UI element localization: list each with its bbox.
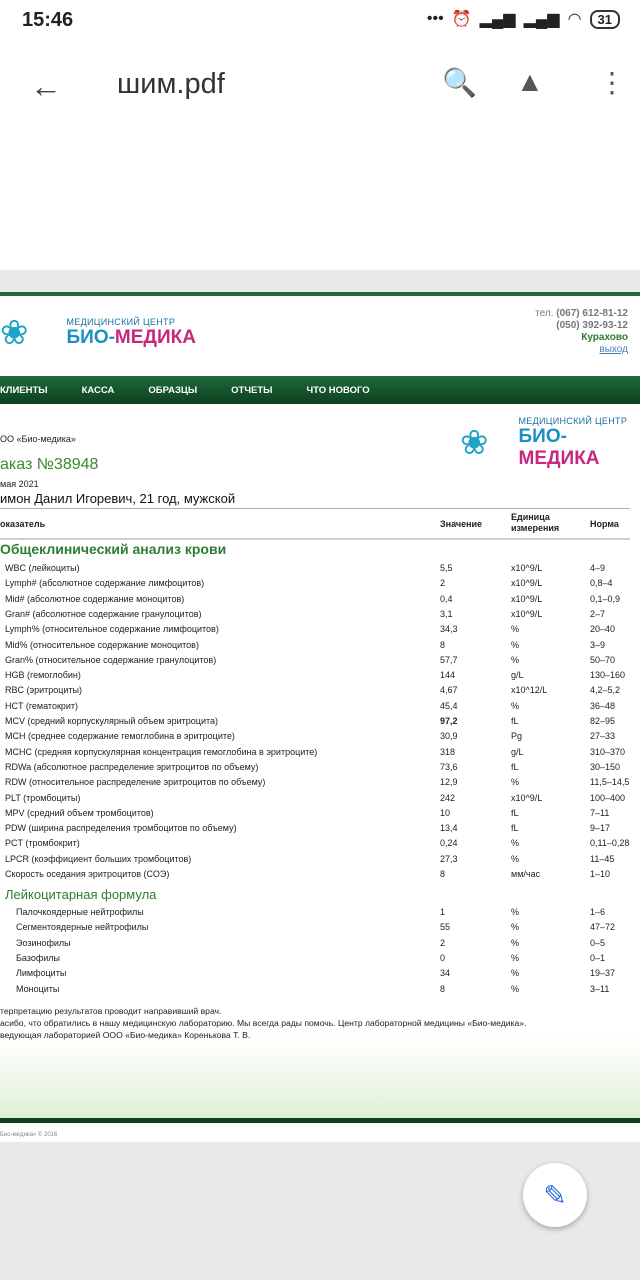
row-norm: 20–40 <box>590 624 616 635</box>
table-row <box>0 968 640 983</box>
table-row <box>0 907 640 922</box>
row-name: Лимфоциты <box>16 968 67 979</box>
row-value: 8 <box>440 639 446 650</box>
site-logo <box>0 316 196 350</box>
row-norm: 11,5–14,5 <box>590 777 630 788</box>
row-name: Скорость оседания эритроцитов (СОЭ) <box>5 869 170 879</box>
table-row <box>0 938 640 953</box>
row-value: 45,4 <box>440 700 458 711</box>
row-unit: x10^9/L <box>511 608 543 619</box>
row-name: MPV (средний объем тромбоцитов) <box>5 807 154 818</box>
row-norm: 2–7 <box>590 608 606 619</box>
footer-note: терпретацию результатов проводит направивший врач. <box>0 1006 222 1016</box>
row-value: 0,24 <box>440 838 458 849</box>
row-unit: x10^9/L <box>511 563 543 573</box>
table-row <box>0 984 640 999</box>
row-unit: fL <box>511 807 519 818</box>
city: Курахово <box>581 332 628 343</box>
logo-subtitle: МЕДИЦИНСКИЙ ЦЕНТР <box>518 416 628 426</box>
row-norm: 47–72 <box>590 922 616 933</box>
table-row <box>0 869 640 884</box>
logo-name: БИО-МЕДИКА <box>518 426 600 469</box>
row-name: HGB (гемоглобин) <box>5 670 81 681</box>
row-norm: 36–48 <box>590 700 616 711</box>
row-name: PDW (ширина распределения тромбоцитов по объему) <box>5 823 237 834</box>
status-bar <box>0 0 640 40</box>
row-norm: 0,1–0,9 <box>590 593 621 604</box>
row-value: 12,9 <box>440 777 458 788</box>
row-name: RDW (относительное распределение эритроцитов по объему) <box>5 777 266 788</box>
contacts: тел. (067) 612-81-12 (050) 392-93-12 Курахово выход <box>535 308 628 355</box>
row-unit: мм/час <box>511 869 541 879</box>
header-name: оказатель <box>0 519 46 529</box>
footer-gradient <box>0 1036 640 1118</box>
row-value: 318 <box>440 746 456 757</box>
row-unit: x10^9/L <box>511 578 543 589</box>
table-row <box>0 793 640 808</box>
row-norm: 11–45 <box>590 853 615 864</box>
document-title: шим.pdf <box>117 68 225 100</box>
row-unit: % <box>511 937 520 948</box>
table-row <box>0 670 640 685</box>
row-name: Lymph% (относительное содержание лимфоцитов) <box>5 624 219 635</box>
row-name: MCH (среднее содержание гемоглобина в эритроците) <box>5 731 235 742</box>
row-name: RBC (эритроциты) <box>5 685 83 696</box>
row-unit: % <box>511 968 520 979</box>
search-document-icon[interactable]: 🔍 <box>442 67 477 98</box>
row-norm: 19–37 <box>590 968 616 979</box>
edit-button[interactable] <box>523 1163 587 1227</box>
pencil-icon: ✎ <box>543 1179 567 1211</box>
table-row <box>0 823 640 838</box>
row-value: 34 <box>440 968 451 979</box>
row-unit: x10^9/L <box>511 593 543 604</box>
row-value: 30,9 <box>440 731 458 742</box>
row-name: LPCR (коэффициент больших тромбоцитов) <box>5 853 192 864</box>
table-row <box>0 731 640 746</box>
row-unit: g/L <box>511 746 524 757</box>
logout-link[interactable]: выход <box>599 344 628 355</box>
pdf-page <box>0 292 640 1142</box>
row-name: HCT (гематокрит) <box>5 700 79 711</box>
row-norm: 4–9 <box>590 563 606 573</box>
section-title-leukocyte: Лейкоцитарная формула <box>5 887 157 903</box>
footer-line <box>0 1118 640 1123</box>
row-name: Lymph# (абсолютное содержание лимфоцитов) <box>5 578 205 589</box>
table-row <box>0 609 640 624</box>
row-norm: 0–5 <box>590 937 606 948</box>
row-unit: % <box>511 777 520 788</box>
row-norm: 0,11–0,28 <box>590 838 630 849</box>
row-value: 242 <box>440 792 456 803</box>
row-norm: 1–6 <box>590 907 606 917</box>
row-value: 4,67 <box>440 685 458 696</box>
order-number: аказ №38948 <box>0 456 99 473</box>
lotus-icon: ❀ <box>460 424 489 462</box>
nav-item[interactable]: ЧТО НОВОГО <box>306 384 370 396</box>
row-name: Mid# (абсолютное содержание моноцитов) <box>5 593 185 604</box>
table-row <box>0 685 640 700</box>
row-value: 57,7 <box>440 654 458 665</box>
row-value: 3,1 <box>440 608 453 619</box>
report-logo <box>460 416 640 470</box>
row-norm: 100–400 <box>590 792 626 803</box>
row-unit: g/L <box>511 670 524 681</box>
row-norm: 130–160 <box>590 670 626 681</box>
footer-note: асибо, что обратились в нашу медицинскую лабораторию. Мы всегда рады помочь. Центр лабораторной медицины «Био-медика». <box>0 1018 527 1028</box>
section-title-cbc: Общеклинический анализ крови <box>0 541 227 557</box>
row-value: 27,3 <box>440 853 458 864</box>
table-row <box>0 922 640 937</box>
header-unit: Единица измерения <box>511 512 560 533</box>
alarm-icon: ⏰ <box>451 11 472 28</box>
row-norm: 30–150 <box>590 761 621 772</box>
row-unit: % <box>511 624 520 635</box>
header-value: Значение <box>440 519 483 529</box>
row-unit: % <box>511 700 520 711</box>
row-name: Эозинофилы <box>16 937 71 948</box>
nav-item[interactable]: ОБРАЗЦЫ <box>148 384 198 396</box>
row-norm: 7–11 <box>590 807 610 818</box>
table-row <box>0 953 640 968</box>
row-value: 8 <box>440 983 446 994</box>
clock: 15:46 <box>22 9 74 31</box>
table-row <box>0 762 640 777</box>
row-name: Mid% (относительное содержание моноцитов) <box>5 639 199 650</box>
status-icons <box>427 9 620 29</box>
back-arrow-icon[interactable]: ← <box>30 68 62 104</box>
patient-info: имон Данил Игоревич, 21 год, мужской <box>0 491 236 506</box>
table-row <box>0 624 640 639</box>
logo-name: БИО-МЕДИКА <box>66 327 196 348</box>
nav-item[interactable]: КЛИЕНТЫ <box>0 384 48 396</box>
row-value: 34,3 <box>440 624 458 635</box>
row-norm: 1–10 <box>590 869 611 879</box>
row-unit: % <box>511 907 520 917</box>
site-nav <box>0 376 640 404</box>
row-value: 0 <box>440 952 446 963</box>
wifi-icon: ◠ <box>567 11 582 28</box>
row-unit: x10^12/L <box>511 685 548 696</box>
row-norm: 3–9 <box>590 639 606 650</box>
row-name: WBC (лейкоциты) <box>5 563 80 573</box>
row-norm: 0,8–4 <box>590 578 613 589</box>
row-unit: % <box>511 983 520 994</box>
row-value: 2 <box>440 578 446 589</box>
table-row <box>0 808 640 823</box>
row-name: RDWa (абсолютное распределение эритроцитов по объему) <box>5 761 259 772</box>
row-norm: 4,2–5,2 <box>590 685 621 696</box>
table-row <box>0 594 640 609</box>
row-value: 144 <box>440 670 456 681</box>
row-unit: % <box>511 654 520 665</box>
row-unit: fL <box>511 823 519 834</box>
table-row <box>0 747 640 762</box>
row-norm: 310–370 <box>590 746 626 757</box>
row-name: Палочкоядерные нейтрофилы <box>16 907 144 917</box>
row-name: PCT (тромбокрит) <box>5 838 80 849</box>
row-unit: % <box>511 853 520 864</box>
row-unit: % <box>511 838 520 849</box>
add-to-drive-icon[interactable]: ▲ <box>516 66 544 97</box>
row-unit: x10^9/L <box>511 792 543 803</box>
signal-icon: ▂▄▆ <box>479 11 516 28</box>
row-name: PLT (тромбоциты) <box>5 792 81 803</box>
row-name: Сегментоядерные нейтрофилы <box>16 922 149 933</box>
row-norm: 3–11 <box>590 983 610 994</box>
row-unit: % <box>511 922 520 933</box>
org-name: ОО «Био-медика» <box>0 434 76 444</box>
logo-subtitle: МЕДИЦИНСКИЙ ЦЕНТР <box>66 317 176 327</box>
row-value: 13,4 <box>440 823 458 834</box>
footer-note: ведующая лабораторией ООО «Био-медика» Коренькова Т. В. <box>0 1030 251 1040</box>
table-row <box>0 701 640 716</box>
battery-icon: 31 <box>590 10 620 29</box>
copyright: Био-медика» © 2016 <box>0 1132 58 1138</box>
row-value: 73,6 <box>440 761 458 772</box>
app-bar <box>0 40 640 270</box>
row-name: MCV (средний корпускулярный объем эритроцита) <box>5 716 218 726</box>
order-date: мая 2021 <box>0 479 39 489</box>
more-vert-icon[interactable]: ⋮ <box>598 67 626 98</box>
signal-icon-2: ▂▄▆ <box>523 11 560 28</box>
notification-dots-icon: ••• <box>426 10 444 27</box>
row-value: 97,2 <box>440 716 458 726</box>
row-name: Gran# (абсолютное содержание гранулоцитов) <box>5 608 202 619</box>
table-row <box>0 563 640 578</box>
row-name: Моноциты <box>16 983 60 994</box>
row-name: Базофилы <box>16 952 60 963</box>
row-norm: 9–17 <box>590 823 611 834</box>
row-value: 1 <box>440 907 446 917</box>
row-name: Gran% (относительное содержание гранулоцитов) <box>5 654 217 665</box>
row-unit: fL <box>511 761 519 772</box>
table-row <box>0 777 640 792</box>
row-norm: 27–33 <box>590 731 616 742</box>
row-unit: % <box>511 639 520 650</box>
row-value: 5,5 <box>440 563 453 573</box>
table-row <box>0 578 640 593</box>
table-row <box>0 854 640 869</box>
table-row <box>0 655 640 670</box>
table-row <box>0 838 640 853</box>
table-row <box>0 716 640 731</box>
nav-item[interactable]: КАССА <box>81 384 115 396</box>
row-norm: 82–95 <box>590 716 616 726</box>
lotus-icon: ❀ <box>0 314 29 352</box>
row-value: 0,4 <box>440 593 453 604</box>
row-unit: Pg <box>511 731 523 742</box>
row-unit: fL <box>511 716 519 726</box>
row-value: 2 <box>440 937 446 948</box>
nav-item[interactable]: ОТЧЕТЫ <box>231 384 273 396</box>
row-unit: % <box>511 952 520 963</box>
row-name: MCHC (средняя корпускулярная концентрация гемоглобина в эритроците) <box>5 746 318 757</box>
table-header <box>0 508 630 540</box>
row-value: 8 <box>440 869 446 879</box>
row-norm: 0–1 <box>590 952 606 963</box>
table-row <box>0 640 640 655</box>
row-value: 10 <box>440 807 451 818</box>
row-norm: 50–70 <box>590 654 616 665</box>
row-value: 55 <box>440 922 451 933</box>
header-norm: Норма <box>590 519 619 529</box>
